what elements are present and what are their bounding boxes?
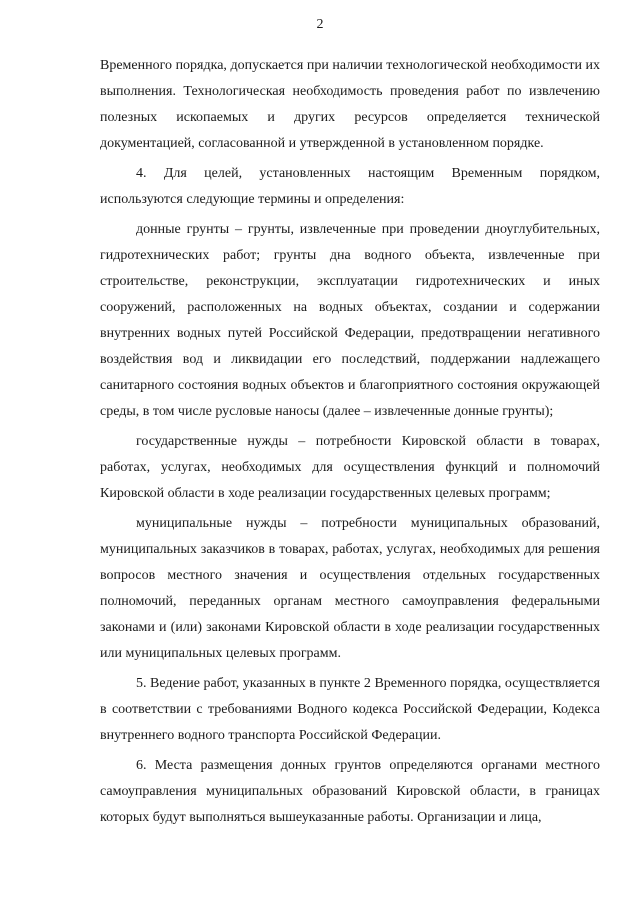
definition-municipal-needs: муниципальные нужды – потребности муниципальных образований, муниципальных заказчиков в товарах, работах, услугах, необходимых для решения вопросов местного значения и осуществления отдельных государственных полномочий, переданных органам местного самоуправления федеральными законами и (или) законами Кировской области в ходе реализации государственных или муниципальных целевых программ. (100, 516, 600, 661)
paragraph-continuation: Временного порядка, допускается при наличии технологической необходимости их выполнения. Технологическая необходимость проведения работ по извлечению полезных ископаемых и других ресурсов определяется технической документацией, согласованной и утвержденной в установленном порядке. (100, 58, 600, 151)
document-body (100, 53, 600, 831)
definition-state-needs: государственные нужды – потребности Кировской области в товарах, работах, услугах, необходимых для осуществления функций и полномочий Кировской области в ходе реализации государственных целевых программ; (100, 434, 600, 501)
paragraph-item-4: 4. Для целей, установленных настоящим Временным порядком, используются следующие термины и определения: (100, 166, 600, 207)
definition-bottom-soils: донные грунты – грунты, извлеченные при проведении дноуглубительных, гидротехнических работ; грунты дна водного объекта, извлеченные при строительстве, реконструкции, эксплуатации гидротехнических и иных сооружений, расположенных на водных объектах, создании и содержании внутренних водных путей Российской Федерации, предотвращении негативного воздействия вод и ликвидации его последствий, поддержании надлежащего санитарного состояния водных объектов и благоприятного состояния окружающей среды, в том числе русловые наносы (далее – извлеченные донные грунты); (100, 222, 600, 419)
page-number: 2 (316, 17, 324, 32)
paragraph-item-5: 5. Ведение работ, указанных в пункте 2 Временного порядка, осуществляется в соответствии с требованиями Водного кодекса Российской Федерации, Кодекса внутреннего водного транспорта Российской Федерации. (100, 676, 600, 743)
paragraph-item-6: 6. Места размещения донных грунтов определяются органами местного самоуправления муниципальных образований Кировской области, в границах которых будут выполняться вышеуказанные работы. Организации и лица, (100, 758, 600, 825)
